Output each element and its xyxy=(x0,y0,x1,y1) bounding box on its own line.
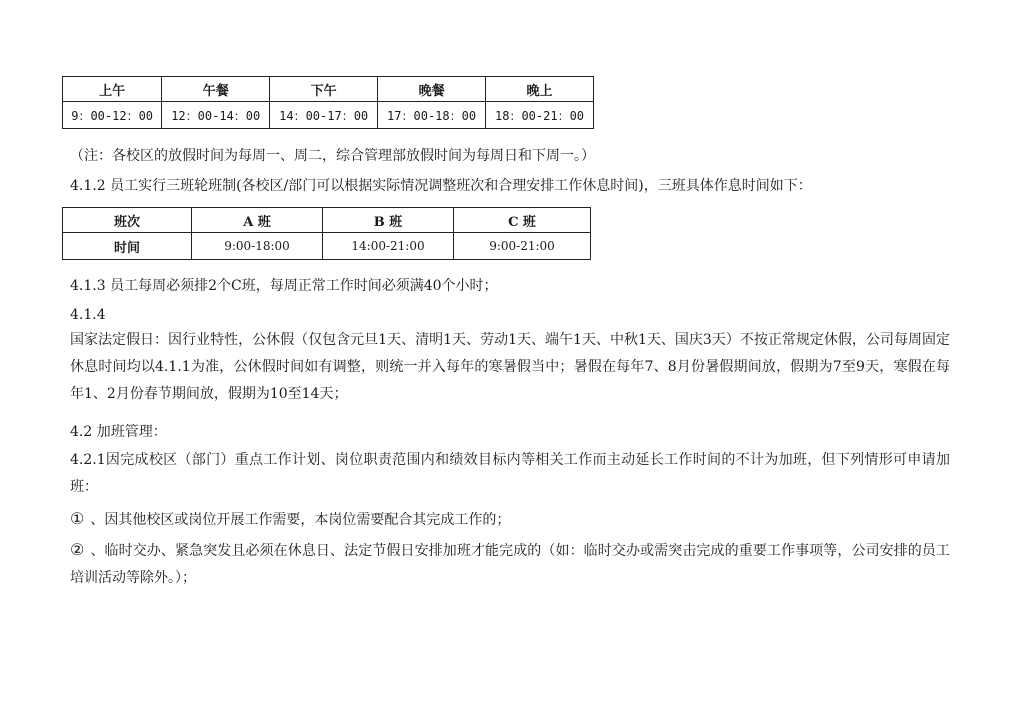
time-cell-morning: 9：00-12：00 xyxy=(63,102,162,129)
section-4-1-2: 4.1.2 员工实行三班轮班制(各校区/部门可以根据实际情况调整班次和合理安排工作休息时间)，三班具体作息时间如下： xyxy=(70,178,812,194)
header-cell-lunch: 午餐 xyxy=(162,77,270,102)
section-4-1-3: 4.1.3 员工每周必须排2个C班，每周正常工作时间必须满40个小时； xyxy=(70,278,498,294)
daily-schedule-table xyxy=(62,76,594,129)
shift-row-label: 时间 xyxy=(63,233,192,260)
header-cell-evening: 晚上 xyxy=(486,77,594,102)
shift-time-a: 9:00-18:00 xyxy=(192,233,323,260)
time-cell-evening: 18：00-21：00 xyxy=(486,102,594,129)
shift-time-c: 9:00-21:00 xyxy=(454,233,591,260)
shift-header-c: C 班 xyxy=(454,208,591,233)
header-cell-morning: 上午 xyxy=(63,77,162,102)
table-row xyxy=(63,233,591,260)
holiday-note: （注：各校区的放假时间为每周一、周二，综合管理部放假时间为每周日和下周一。） xyxy=(70,148,595,164)
list-item xyxy=(70,505,950,534)
table-header-row xyxy=(63,77,594,102)
shift-header-label: 班次 xyxy=(63,208,192,233)
section-4-2-heading: 4.2 加班管理： xyxy=(70,424,167,440)
time-cell-lunch: 12：00-14：00 xyxy=(162,102,270,129)
table-header-row xyxy=(63,208,591,233)
list-item-text-2: 、临时交办、紧急突发且必须在休息日、法定节假日安排加班才能完成的（如：临时交办或需突击完成的重要工作事项等，公司安排的员工培训活动等除外。）； xyxy=(70,543,950,586)
shift-table xyxy=(62,207,591,260)
shift-header-b: B 班 xyxy=(323,208,454,233)
time-cell-afternoon: 14：00-17：00 xyxy=(270,102,378,129)
list-marker-2: ② xyxy=(70,540,85,559)
header-cell-dinner: 晚餐 xyxy=(378,77,486,102)
list-item xyxy=(70,536,950,592)
shift-time-b: 14:00-21:00 xyxy=(323,233,454,260)
overtime-paragraph: 4.2.1因完成校区（部门）重点工作计划、岗位职责范围内和绩效目标内等相关工作而主动延长工作时间的不计为加班，但下列情形可申请加班： xyxy=(70,452,950,495)
header-cell-afternoon: 下午 xyxy=(270,77,378,102)
holiday-paragraph: 国家法定假日：因行业特性，公休假（仅包含元旦1天、清明1天、劳动1天、端午1天、中秋1天、国庆3天）不按正常规定休假，公司每周固定休息时间均以4.1.1为准，公休假时间如有调整，则统一并入每年的寒暑假当中；暑假在每年7、8月份暑假期间放，假期为7至9天，寒假在每年1、2月份春节期间放，假期为10至14天； xyxy=(70,332,950,402)
time-cell-dinner: 17：00-18：00 xyxy=(378,102,486,129)
section-4-1-4: 4.1.4 xyxy=(70,307,106,323)
table-row xyxy=(63,102,594,129)
list-item-text-1: 、因其他校区或岗位开展工作需要，本岗位需要配合其完成工作的； xyxy=(90,512,511,528)
shift-header-a: A 班 xyxy=(192,208,323,233)
list-marker-1: ① xyxy=(70,509,85,528)
